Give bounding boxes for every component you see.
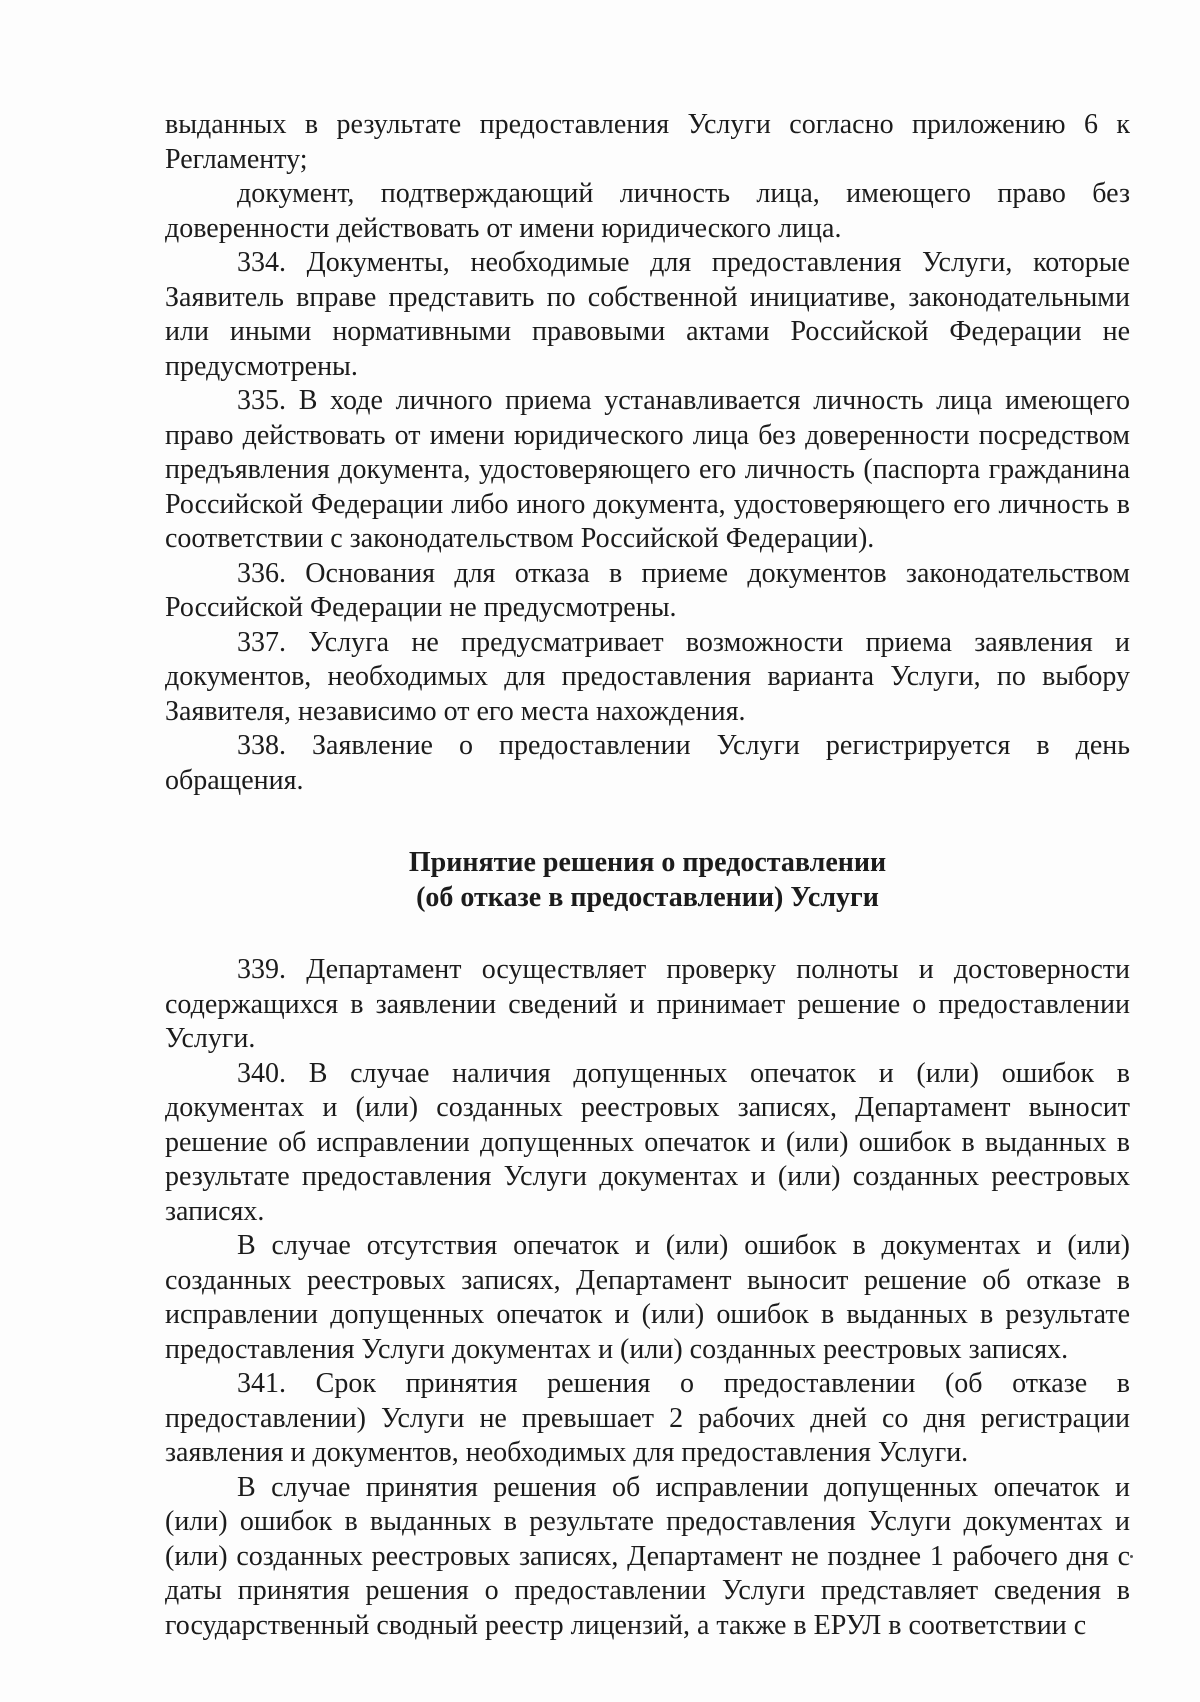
paragraph-identity-document: документ, подтверждающий личность лица, имеющего право без доверенности действовать от имени юридического лица. bbox=[165, 178, 1130, 244]
section-heading bbox=[165, 845, 1130, 915]
paragraph-338: 338. Заявление о предоставлении Услуги регистрируется в день обращения. bbox=[165, 730, 1130, 796]
paragraph-339: 339. Департамент осуществляет проверку полноты и достоверности содержащихся в заявлении сведений и принимает решение о предоставлении Услуги. bbox=[165, 954, 1130, 1054]
paragraph-334: 334. Документы, необходимые для предоставления Услуги, которые Заявитель вправе представить по собственной инициативе, законодательными или иными нормативными правовыми актами Российской Федерации не предусмотрены. bbox=[165, 247, 1130, 382]
section-heading-line-1: Принятие решения о предоставлении bbox=[408, 847, 887, 878]
paragraph-341: 341. Срок принятия решения о предоставлении (об отказе в предоставлении) Услуги не превышает 2 рабочих дней со дня регистрации заявления и документов, необходимых для предоставления Услуги. bbox=[165, 1368, 1130, 1468]
paragraph-340-refusal: В случае отсутствия опечаток и (или) ошибок в документах и (или) созданных реестровых записях, Департамент выносит решение об отказе в исправлении допущенных опечаток и (или) ошибок в выданных в результате предоставления Услуги документах и (или) созданных реестровых записях. bbox=[165, 1230, 1130, 1365]
paragraph-continuation: выданных в результате предоставления Услуги согласно приложению 6 к Регламенту; bbox=[165, 109, 1130, 175]
paragraph-337: 337. Услуга не предусматривает возможности приема заявления и документов, необходимых для предоставления варианта Услуги, по выбору Заявителя, независимо от его места нахождения. bbox=[165, 626, 1130, 727]
scan-artifact bbox=[1130, 1555, 1133, 1558]
paragraph-341-registry: В случае принятия решения об исправлении допущенных опечаток и (или) ошибок в выданных в результате предоставления Услуги документах и (или) созданных реестровых записях, Департамент не позднее 1 рабочего дня с даты принятия решения о предоставлении Услуги представляет сведения в государственный сводный реестр лицензий, а также в ЕРУЛ в соответствии с bbox=[165, 1471, 1130, 1641]
document-body bbox=[165, 108, 1130, 1643]
section-heading-line-2: (об отказе в предоставлении) Услуги bbox=[416, 882, 879, 913]
paragraph-335: 335. В ходе личного приема устанавливается личность лица имеющего право действовать от имени юридического лица без доверенности посредством предъявления документа, удостоверяющего его личность (паспорта гражданина Российской Федерации либо иного документа, удостоверяющего его личность в соответствии с законодательством Российской Федерации). bbox=[165, 385, 1130, 554]
paragraph-336: 336. Основания для отказа в приеме документов законодательством Российской Федерации не предусмотрены. bbox=[165, 557, 1130, 623]
paragraph-340: 340. В случае наличия допущенных опечаток и (или) ошибок в документах и (или) созданных реестровых записях, Департамент выносит решение об исправлении допущенных опечаток и (или) ошибок в выданных в результате предоставления Услуги документах и (или) созданных реестровых записях. bbox=[165, 1057, 1130, 1227]
